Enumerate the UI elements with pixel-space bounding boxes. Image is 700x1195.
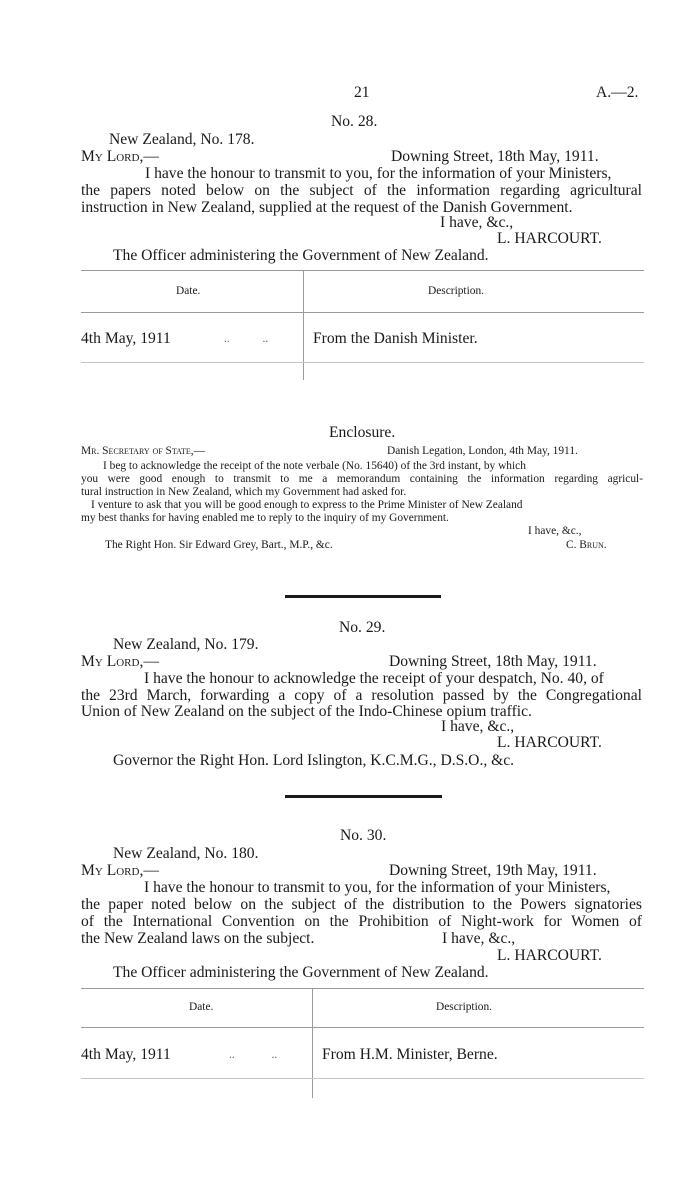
document-reference: A.—2.	[596, 84, 639, 101]
place-date: Danish Legation, London, 4th May, 1911.	[387, 445, 578, 457]
signature: L. HARCOURT.	[497, 230, 602, 247]
body-line: Union of New Zealand on the subject of the Indo-Chinese opium traffic.	[81, 703, 532, 720]
body-line: I have the honour to transmit to you, for the information of your Ministers,	[145, 165, 612, 182]
table-divider	[312, 988, 313, 1098]
column-header-description: Description.	[436, 1001, 492, 1013]
closing: I have, &c.,	[441, 718, 515, 735]
closing: I have, &c.,	[440, 214, 514, 231]
table-rule	[81, 1027, 644, 1028]
dot-leaders: .. ..	[224, 333, 269, 345]
place-date: Downing Street, 19th May, 1911.	[389, 862, 597, 879]
salutation: My Lord,—	[81, 653, 159, 670]
signature: L. HARCOURT.	[497, 947, 602, 964]
body-line: the New Zealand laws on the subject.	[81, 930, 315, 947]
table-rule	[81, 362, 644, 363]
body-line: of the International Convention on the Prohibition of Night-work for Women of	[81, 913, 642, 930]
addressee: The Officer administering the Government of New Zealand.	[113, 247, 489, 264]
salutation: My Lord,—	[81, 148, 159, 165]
body-line: I venture to ask that you will be good enough to express to the Prime Minister of New Zealand	[91, 499, 523, 511]
body-line: the papers noted below on the subject of the information regarding agricultural	[81, 182, 642, 199]
enclosure-title: Enclosure.	[329, 424, 396, 441]
table-rule	[81, 270, 644, 271]
table-rule	[81, 988, 644, 989]
body-line: tural instruction in New Zealand, which my Government had asked for.	[81, 486, 407, 498]
closing: I have, &c.,	[528, 525, 582, 537]
despatch-number: No. 28.	[331, 113, 378, 130]
signature: L. HARCOURT.	[497, 734, 602, 751]
signature: C. Brun.	[566, 539, 607, 551]
row-date: 4th May, 1911	[81, 1046, 171, 1063]
addressee: The Officer administering the Government of New Zealand.	[113, 964, 489, 981]
dot-leaders: .. ..	[229, 1049, 278, 1061]
despatch-number: No. 29.	[339, 619, 386, 636]
salutation: Mr. Secretary of State,—	[81, 445, 206, 457]
body-line: instruction in New Zealand, supplied at the request of the Danish Government.	[81, 199, 573, 216]
body-line: my best thanks for having enabled me to reply to the inquiry of my Government.	[81, 512, 449, 524]
row-description: From H.M. Minister, Berne.	[322, 1046, 498, 1063]
section-divider	[285, 795, 442, 798]
section-divider	[285, 595, 441, 598]
body-line: the 23rd March, forwarding a copy of a resolution passed by the Congregational	[81, 687, 642, 704]
addressee: Governor the Right Hon. Lord Islington, K.C.M.G., D.S.O., &c.	[113, 752, 515, 769]
table-rule	[81, 312, 644, 313]
body-line: I have the honour to acknowledge the receipt of your despatch, No. 40, of	[144, 670, 604, 687]
nz-number: New Zealand, No. 180.	[113, 845, 259, 862]
place-date: Downing Street, 18th May, 1911.	[391, 148, 599, 165]
nz-number: New Zealand, No. 178.	[109, 131, 255, 148]
table-divider	[303, 270, 304, 380]
place-date: Downing Street, 18th May, 1911.	[389, 653, 597, 670]
body-line: I beg to acknowledge the receipt of the note verbale (No. 15640) of the 3rd instant, by which	[103, 460, 526, 472]
body-line: the paper noted below on the subject of the distribution to the Powers signatories	[81, 896, 642, 913]
row-description: From the Danish Minister.	[313, 330, 478, 347]
body-line: I have the honour to transmit to you, for the information of your Ministers,	[144, 879, 611, 896]
body-line: you were good enough to transmit to me a memorandum containing the information regarding agricul-	[81, 473, 643, 485]
nz-number: New Zealand, No. 179.	[113, 636, 259, 653]
column-header-date: Date.	[189, 1001, 214, 1013]
closing: I have, &c.,	[442, 930, 516, 947]
page-number: 21	[354, 84, 370, 101]
table-rule	[81, 1078, 644, 1079]
column-header-date: Date.	[176, 285, 201, 297]
despatch-number: No. 30.	[340, 827, 387, 844]
column-header-description: Description.	[428, 285, 484, 297]
row-date: 4th May, 1911	[81, 330, 171, 347]
addressee: The Right Hon. Sir Edward Grey, Bart., M.P., &c.	[105, 539, 333, 551]
salutation: My Lord,—	[81, 862, 159, 879]
